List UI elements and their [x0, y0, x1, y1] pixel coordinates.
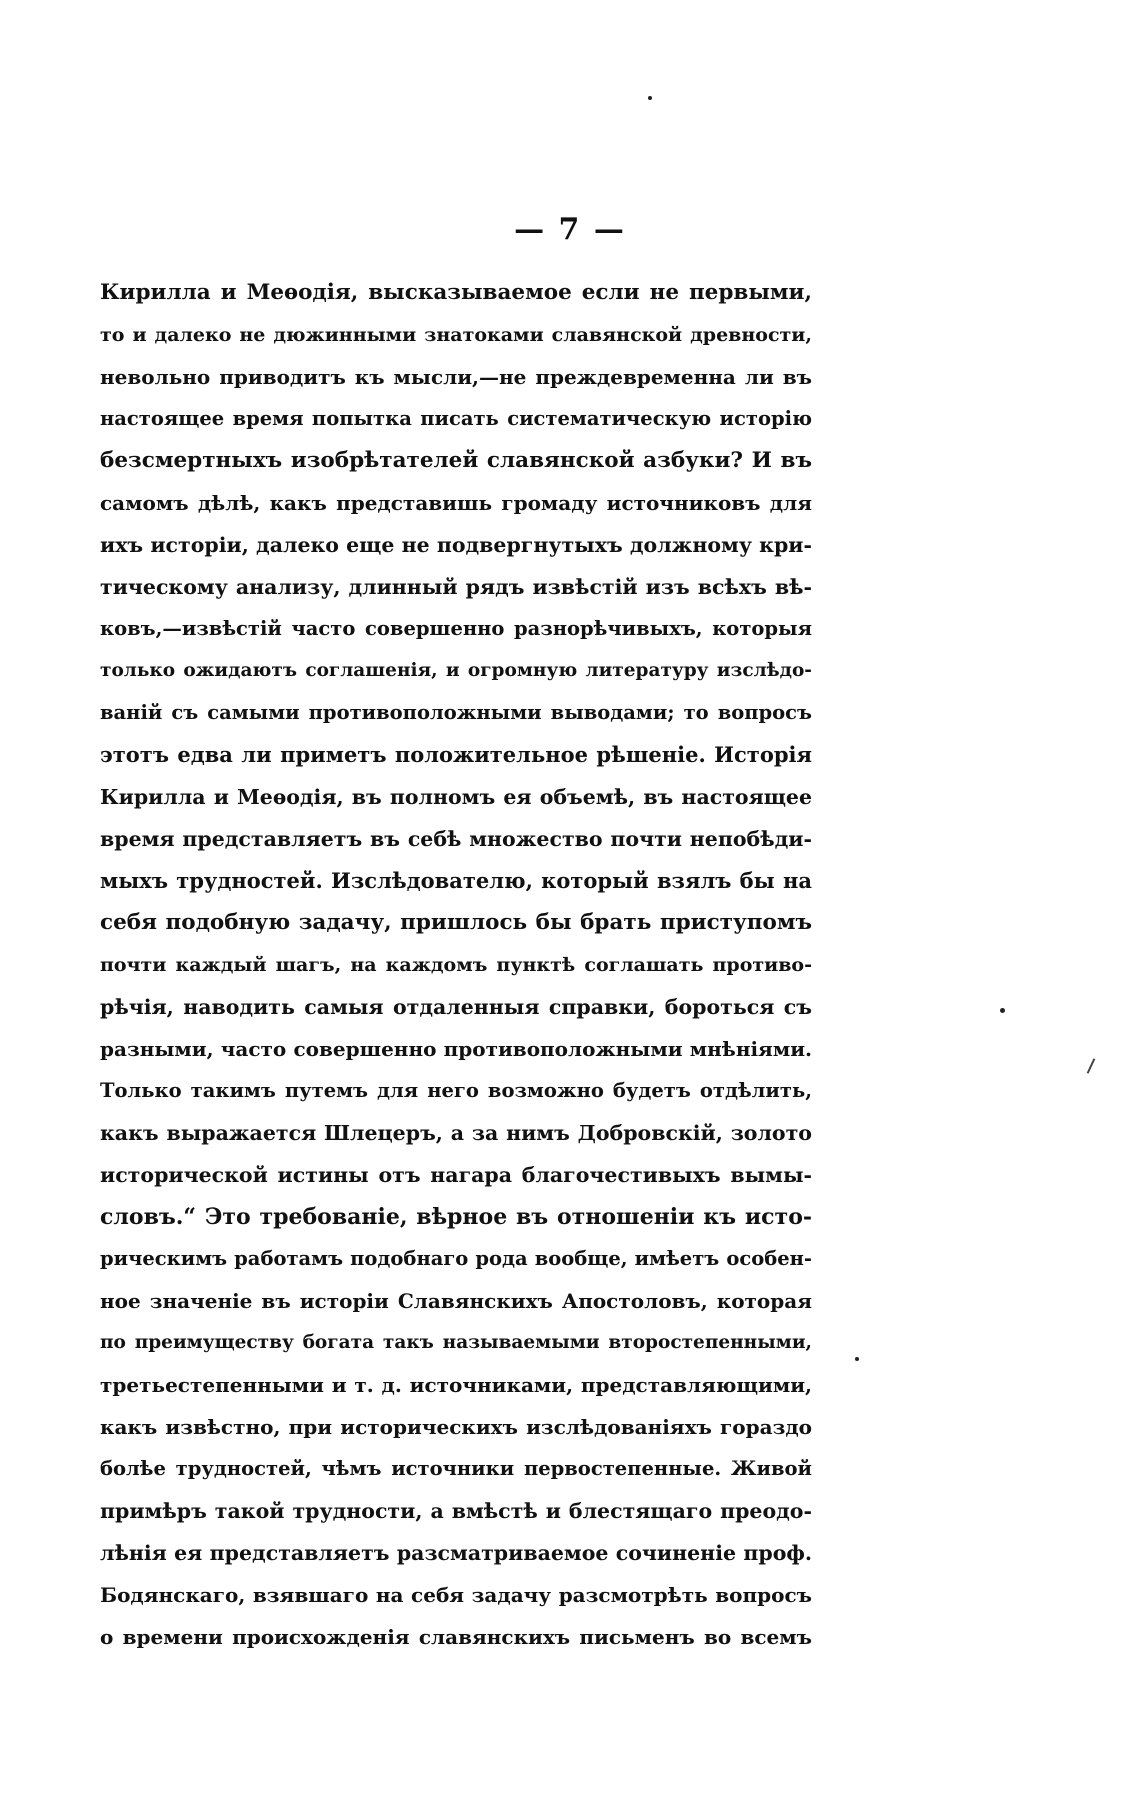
- text-line: Только такимъ путемъ для него возможно будетъ отдѣлить,: [100, 1079, 812, 1102]
- text-line: безсмертныхъ изобрѣтателей славянской азбуки? И въ: [100, 448, 812, 473]
- text-line: время представляетъ въ себѣ множество почти непобѣди-: [100, 827, 812, 851]
- text-line: ное значеніе въ исторіи Славянскихъ Апостоловъ, которая: [100, 1289, 812, 1313]
- text-line: себя подобную задачу, пришлось бы брать приступомъ: [100, 910, 812, 935]
- text-line: третьестепенными и т. д. источниками, представляющими,: [100, 1373, 812, 1397]
- scan-speck: [855, 1357, 859, 1361]
- text-line: исторической истины отъ нагара благочестивыхъ вымы-: [100, 1163, 812, 1187]
- text-line: ковъ,—извѣстій часто совершенно разнорѣчивыхъ, которыя: [100, 617, 812, 640]
- text-line: ихъ исторіи, далеко еще не подвергнутыхъ должному кри-: [100, 533, 812, 557]
- text-line: этотъ едва ли приметъ положительное рѣшеніе. Исторія: [100, 742, 812, 767]
- text-line: рѣчія, наводить самыя отдаленныя справки, бороться съ: [100, 995, 812, 1019]
- text-line: только ожидаютъ соглашенія, и огромную литературу изслѣдо-: [100, 660, 812, 681]
- text-line: примѣръ такой трудности, а вмѣстѣ и блестящаго преодо-: [100, 1499, 812, 1523]
- scan-speck: [1000, 1008, 1005, 1013]
- text-line: ваній съ самыми противоположными выводами; то вопросъ: [100, 701, 812, 724]
- body-text: [100, 272, 812, 1658]
- text-line: настоящее время попытка писать систематическую исторію: [100, 407, 812, 430]
- text-line: какъ извѣстно, при историческихъ изслѣдованіяхъ гораздо: [100, 1415, 812, 1439]
- text-line: разными, часто совершенно противоположными мнѣніями.: [100, 1037, 812, 1061]
- text-line: невольно приводитъ къ мысли,—не преждевременна ли въ: [100, 365, 812, 389]
- text-line: Бодянскаго, взявшаго на себя задачу разсмотрѣть вопросъ: [100, 1583, 812, 1607]
- text-line: какъ выражается Шлецеръ, а за нимъ Добровскій, золото: [100, 1121, 812, 1145]
- text-line: болѣе трудностей, чѣмъ источники первостепенные. Живой: [100, 1457, 812, 1480]
- text-line: то и далеко не дюжинными знатоками славянской древности,: [100, 324, 812, 346]
- text-line: мыхъ трудностей. Изслѣдователю, который взялъ бы на: [100, 868, 812, 893]
- text-line: тическому анализу, длинный рядъ извѣстій изъ всѣхъ вѣ-: [100, 575, 812, 599]
- page-number: — 7 —: [514, 212, 626, 247]
- text-line: Кирилла и Меѳодія, въ полномъ ея объемѣ, въ настоящее: [100, 785, 812, 809]
- text-line: рическимъ работамъ подобнаго рода вообще, имѣетъ особен-: [100, 1247, 812, 1270]
- scan-speck: [648, 96, 652, 100]
- text-line: лѣнія ея представляетъ разсматриваемое сочиненіе проф.: [100, 1541, 812, 1565]
- text-line: словъ.“ Это требованіе, вѣрное въ отношеніи къ исто-: [100, 1204, 812, 1230]
- text-line: самомъ дѣлѣ, какъ представишь громаду источниковъ для: [100, 491, 812, 515]
- text-line: Кирилла и Меѳодія, высказываемое если не первыми,: [100, 280, 812, 305]
- text-line: почти каждый шагъ, на каждомъ пунктѣ соглашать противо-: [100, 954, 812, 976]
- scan-mark: [1087, 1058, 1096, 1073]
- text-line: по преимуществу богата такъ называемыми второстепенными,: [100, 1332, 812, 1353]
- text-line: о времени происхожденія славянскихъ письменъ во всемъ: [100, 1625, 812, 1649]
